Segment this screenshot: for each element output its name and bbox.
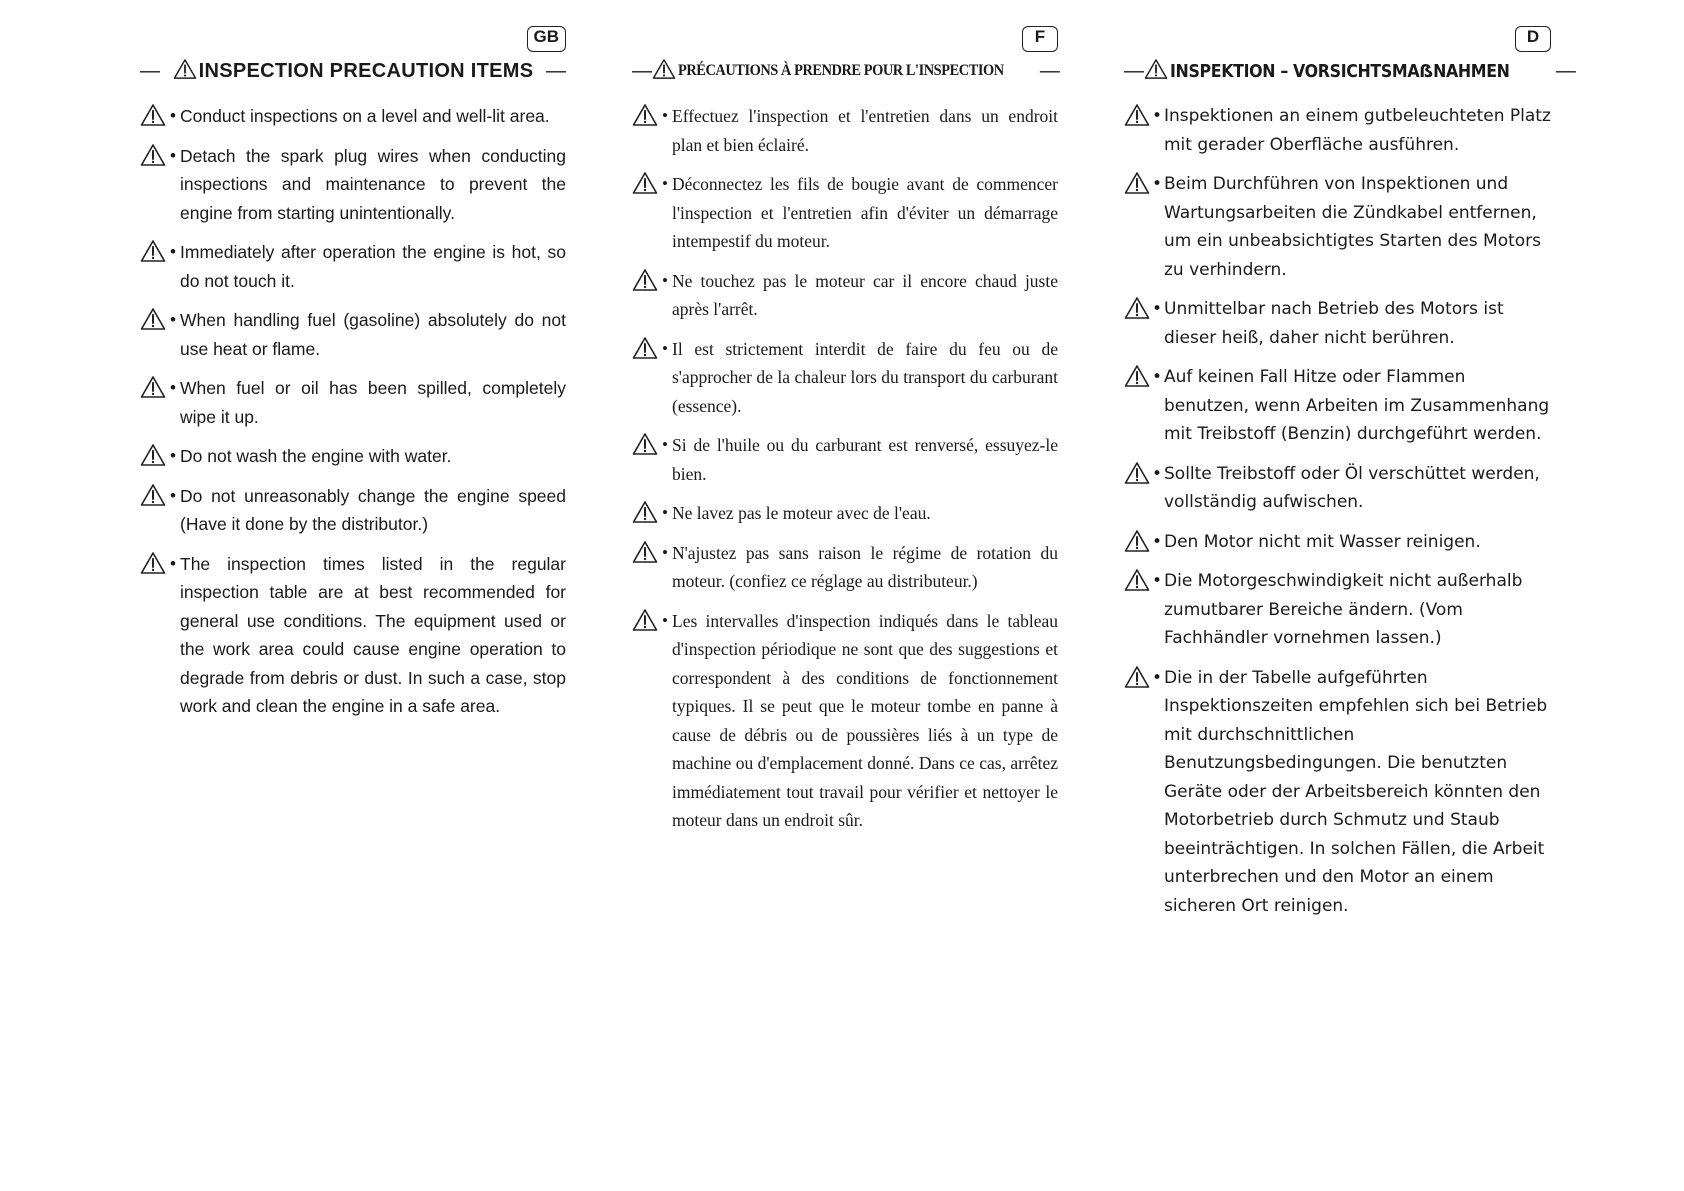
precaution-item <box>632 539 1058 596</box>
precaution-text: Auf keinen Fall Hitze oder Flammen benutzen, wenn Arbeiten im Zusammenhang mit Treibstoff (Benzin) durchgeführt werden. <box>1164 367 1550 444</box>
precaution-item <box>632 170 1058 256</box>
precaution-item <box>1124 664 1551 921</box>
precaution-text: Die in der Tabelle aufgeführten Inspektionszeiten empfehlen sich bei Betrieb mit durchschnittlichen Benutzungsbedingungen. Die benutzten Geräte oder der Arbeitsbereich könnten den Motorbetrieb durch Schmutz und Staub beeinträchtigen. In solchen Fällen, die Arbeit unterbrechen und den Motor an einem sicheren Ort reinigen. <box>1164 667 1548 916</box>
language-code: D <box>1515 26 1551 52</box>
warning-triangle-icon <box>632 540 658 564</box>
warning-triangle-icon <box>1124 171 1150 195</box>
bullet: • <box>662 270 668 290</box>
precaution-item <box>140 442 566 471</box>
bullet: • <box>662 174 668 193</box>
precaution-text: Immediately after operation the engine is hot, so do not touch it. <box>180 242 566 291</box>
precaution-text: N'ajustez pas sans raison le régime de rotation du moteur. (confiez ce réglage au distributeur.) <box>672 542 1058 591</box>
warning-triangle-icon <box>1144 58 1168 84</box>
warning-triangle-icon <box>652 58 676 85</box>
bullet: • <box>662 435 668 454</box>
precaution-text: Sollte Treibstoff oder Öl verschüttet werden, vollständig aufwischen. <box>1164 463 1540 512</box>
precaution-text: When handling fuel (gasoline) absolutely do not use heat or flame. <box>180 310 566 359</box>
warning-triangle-icon <box>632 608 658 632</box>
section-heading-english <box>140 56 566 86</box>
heading-dash-right: — <box>545 59 566 82</box>
bullet: • <box>170 446 176 465</box>
bullet: • <box>170 378 176 397</box>
precaution-item <box>1124 528 1551 557</box>
bullet: • <box>662 503 668 522</box>
warning-triangle-icon <box>632 500 658 524</box>
section-title: INSPECTION PRECAUTION ITEMS <box>198 59 534 82</box>
warning-triangle-icon <box>632 432 658 456</box>
precaution-text: Conduct inspections on a level and well-lit area. <box>180 106 550 126</box>
warning-triangle-icon <box>632 268 658 292</box>
bullet: • <box>1151 299 1163 319</box>
language-badge-f <box>632 26 1058 52</box>
heading-dash-left: — <box>632 59 652 82</box>
precaution-text: Inspektionen an einem gutbeleuchteten Platz mit gerader Oberfläche ausführen. <box>1164 106 1551 155</box>
bullet: • <box>1151 667 1163 688</box>
warning-triangle-icon <box>140 307 166 331</box>
section-heading-french <box>632 56 1058 86</box>
precaution-text: Il est strictement interdit de faire du feu ou de s'approcher de la chaleur lors du transport du carburant (essence). <box>672 338 1058 416</box>
warning-triangle-icon <box>173 58 197 85</box>
precaution-text: Si de l'huile ou du carburant est renversé, essuyez-le bien. <box>672 435 1058 484</box>
warning-triangle-icon <box>632 103 658 127</box>
precaution-text: Beim Durchführen von Inspektionen und Wartungsarbeiten die Zündkabel entfernen, um ein unbeabsichtigtes Starten des Motors zu verhindern. <box>1164 174 1542 280</box>
precaution-text: Do not unreasonably change the engine speed (Have it done by the distributor.) <box>180 485 566 534</box>
bullet: • <box>662 542 668 562</box>
precaution-text: Ne lavez pas le moteur avec de l'eau. <box>672 503 931 523</box>
precaution-list-english <box>140 102 566 721</box>
bullet: • <box>1151 463 1163 484</box>
warning-triangle-icon <box>632 171 658 195</box>
bullet: • <box>662 106 668 125</box>
precaution-item <box>632 335 1058 421</box>
language-badge-d <box>1124 26 1551 52</box>
precaution-item <box>632 499 1058 528</box>
heading-dash-left: — <box>140 59 160 82</box>
column-french <box>632 26 1058 846</box>
precaution-text: Effectuez l'inspection et l'entretien dans un endroit plan et bien éclairé. <box>672 106 1058 155</box>
bullet: • <box>1151 531 1163 552</box>
warning-triangle-icon <box>140 103 166 127</box>
warning-triangle-icon <box>140 143 166 167</box>
warning-triangle-icon <box>140 483 166 507</box>
column-german <box>1124 26 1576 931</box>
precaution-item <box>1124 460 1551 517</box>
section-heading-german <box>1124 56 1576 86</box>
precaution-item <box>1124 567 1551 653</box>
precaution-text: Do not wash the engine with water. <box>180 446 452 466</box>
precaution-item <box>632 267 1058 324</box>
bullet: • <box>170 310 176 329</box>
precaution-item <box>140 102 566 131</box>
precaution-text: Den Motor nicht mit Wasser reinigen. <box>1164 531 1481 552</box>
heading-dash-right: — <box>1039 59 1060 82</box>
precaution-list-german <box>1124 102 1551 920</box>
bullet: • <box>662 338 668 358</box>
bullet: • <box>170 485 176 505</box>
bullet: • <box>662 610 668 630</box>
warning-triangle-icon <box>1124 296 1150 320</box>
language-code: F <box>1022 26 1058 52</box>
section-title: INSPEKTION – VORSICHTSMAẞNAHMEN <box>1170 60 1510 82</box>
warning-triangle-icon <box>1124 665 1150 689</box>
precaution-text: Die Motorgeschwindigkeit nicht außerhalb zumutbarer Bereiche ändern. (Vom Fachhändler vornehmen lassen.) <box>1164 571 1523 648</box>
precaution-item <box>140 142 566 228</box>
bullet: • <box>1151 367 1163 387</box>
warning-triangle-icon <box>1124 103 1150 127</box>
warning-triangle-icon <box>1124 568 1150 592</box>
precaution-item <box>140 550 566 721</box>
column-english <box>140 26 566 732</box>
bullet: • <box>170 553 176 573</box>
precaution-text: Unmittelbar nach Betrieb des Motors ist dieser heiß, daher nicht berühren. <box>1164 299 1504 348</box>
warning-triangle-icon <box>1124 364 1150 388</box>
heading-dash-left: — <box>1124 59 1144 82</box>
warning-triangle-icon <box>1124 529 1150 553</box>
precaution-text: Detach the spark plug wires when conducting inspections and maintenance to prevent the engine from starting unintentionally. <box>180 145 566 223</box>
precaution-item <box>632 607 1058 835</box>
precaution-text: When fuel or oil has been spilled, completely wipe it up. <box>180 378 566 427</box>
language-code: GB <box>527 26 567 52</box>
precaution-item <box>632 102 1058 159</box>
precaution-text: Ne touchez pas le moteur car il encore chaud juste après l'arrêt. <box>672 270 1058 319</box>
precaution-item <box>1124 363 1551 449</box>
precaution-item <box>1124 170 1551 284</box>
precaution-item <box>140 482 566 539</box>
warning-triangle-icon <box>1124 461 1150 485</box>
bullet: • <box>170 145 176 165</box>
bullet: • <box>1151 174 1163 194</box>
precaution-item <box>140 374 566 431</box>
precaution-item <box>632 431 1058 488</box>
precaution-text: Les intervalles d'inspection indiqués dans le tableau d'inspection périodique ne sont que des suggestions et correspondent à des conditions de fonctionnement typiques. Il se peut que le moteur tombe en panne à cause de débris ou de poussières liés à un type de machine ou d'emplacement donné. Dans ce cas, arrêtez immédiatement tout travail pour vérifier et nettoyer le moteur dans un endroit sûr. <box>672 610 1058 830</box>
warning-triangle-icon <box>140 551 166 575</box>
language-badge-gb <box>140 26 566 52</box>
precaution-item <box>140 238 566 295</box>
precaution-item <box>1124 295 1551 352</box>
bullet: • <box>1151 106 1163 126</box>
section-title: PRÉCAUTIONS À PRENDRE POUR L'INSPECTION <box>678 62 1004 79</box>
warning-triangle-icon <box>632 336 658 360</box>
bullet: • <box>170 242 176 261</box>
bullet: • <box>1151 571 1163 591</box>
precaution-item <box>140 306 566 363</box>
precaution-list-french <box>632 102 1058 835</box>
precaution-text: The inspection times listed in the regular inspection table are at best recommended for general use conditions. The equipment used or the work area could cause engine operation to degrade from debris or dust. In such a case, stop work and clean the engine in a safe area. <box>180 553 566 716</box>
heading-dash-right: — <box>1555 59 1576 82</box>
warning-triangle-icon <box>140 443 166 467</box>
warning-triangle-icon <box>140 375 166 399</box>
precaution-text: Déconnectez les fils de bougie avant de commencer l'inspection et l'entretien afin d'éviter un démarrage intempestif du moteur. <box>672 174 1058 251</box>
warning-triangle-icon <box>140 239 166 263</box>
precaution-item <box>1124 102 1551 159</box>
bullet: • <box>170 106 176 125</box>
